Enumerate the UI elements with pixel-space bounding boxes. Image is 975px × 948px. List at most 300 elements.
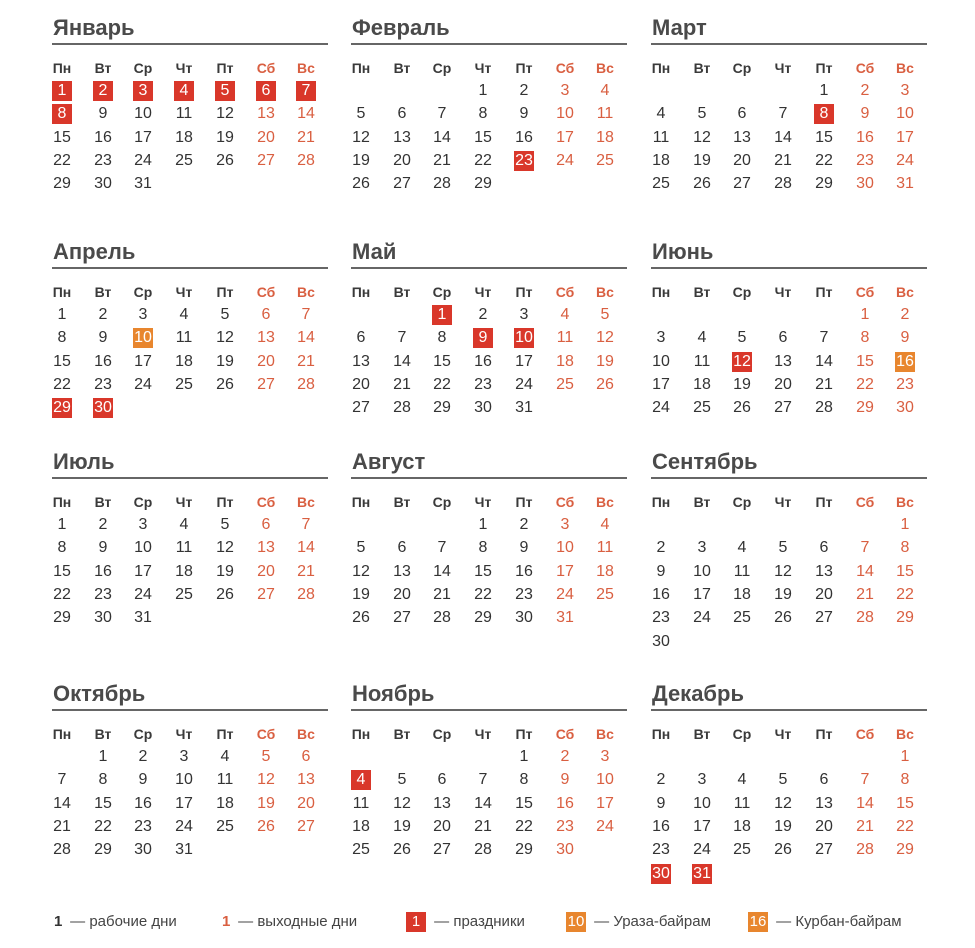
weekend-day-cell: 28 bbox=[297, 375, 315, 393]
day-cell: 23 bbox=[94, 375, 112, 393]
weekday-header bbox=[52, 724, 328, 744]
day-cell: 19 bbox=[352, 585, 370, 603]
weekday-header bbox=[651, 724, 927, 744]
holiday-day-cell: 29 bbox=[53, 399, 71, 417]
weekend-day-cell: 30 bbox=[556, 841, 574, 859]
weekend-day-cell: 4 bbox=[600, 82, 610, 99]
weekday-label: Чт bbox=[474, 284, 492, 300]
legend-uraza-label: — Ураза-байрам bbox=[594, 913, 711, 930]
weekday-label: Сб bbox=[855, 494, 875, 510]
day-cell: 27 bbox=[393, 175, 411, 193]
weekday-header bbox=[52, 282, 328, 302]
day-cell: 4 bbox=[220, 748, 230, 765]
day-cell: 28 bbox=[774, 175, 792, 193]
month-divider bbox=[651, 709, 927, 711]
day-cell: 10 bbox=[693, 562, 711, 580]
weekday-label: Сб bbox=[855, 60, 875, 76]
day-cell: 9 bbox=[138, 771, 148, 789]
holiday-day-cell: 6 bbox=[256, 81, 276, 101]
day-cell: 17 bbox=[693, 585, 711, 603]
day-cell: 25 bbox=[652, 175, 670, 193]
day-cell: 17 bbox=[134, 352, 152, 370]
weekday-header bbox=[52, 58, 328, 78]
weekend-day-cell: 18 bbox=[556, 352, 574, 370]
legend-weekend bbox=[222, 910, 357, 934]
holiday-day-cell: 10 bbox=[515, 329, 533, 347]
day-cell: 31 bbox=[134, 175, 152, 193]
day-cell: 1 bbox=[519, 748, 529, 765]
day-cell: 18 bbox=[175, 562, 193, 580]
weekday-label: Чт bbox=[175, 726, 193, 742]
weekend-day-cell: 14 bbox=[856, 794, 874, 812]
month-divider bbox=[52, 477, 328, 479]
weekday-label: Сб bbox=[555, 284, 575, 300]
day-cell: 18 bbox=[175, 352, 193, 370]
weekend-day-cell: 21 bbox=[297, 128, 315, 146]
day-cell: 26 bbox=[352, 609, 370, 627]
day-cell: 5 bbox=[737, 329, 747, 347]
day-cell: 19 bbox=[693, 151, 711, 169]
weekday-label: Сб bbox=[256, 494, 276, 510]
day-cell: 17 bbox=[134, 128, 152, 146]
day-cell: 5 bbox=[356, 105, 366, 123]
weekday-header bbox=[52, 492, 328, 512]
month-block bbox=[52, 448, 328, 627]
month-divider bbox=[351, 43, 627, 45]
weekend-day-cell: 8 bbox=[860, 329, 870, 347]
weekday-label: Пн bbox=[52, 284, 72, 300]
weekday-label: Пт bbox=[815, 726, 833, 742]
weekend-day-cell: 31 bbox=[556, 609, 574, 627]
weekend-day-cell: 15 bbox=[896, 794, 914, 812]
day-cell: 29 bbox=[53, 609, 71, 627]
day-cell: 1 bbox=[98, 748, 108, 765]
day-cell: 17 bbox=[515, 352, 533, 370]
day-cell: 22 bbox=[515, 817, 533, 835]
day-cell: 26 bbox=[733, 399, 751, 417]
weekend-day-cell: 3 bbox=[600, 748, 610, 765]
day-cell: 18 bbox=[733, 585, 751, 603]
day-cell: 25 bbox=[175, 375, 193, 393]
day-cell: 15 bbox=[474, 128, 492, 146]
weekend-day-cell: 16 bbox=[556, 794, 574, 812]
day-cell: 11 bbox=[216, 771, 234, 789]
weekday-label: Пн bbox=[52, 726, 72, 742]
day-cell: 6 bbox=[397, 539, 407, 557]
weekday-label: Чт bbox=[774, 60, 792, 76]
day-cell: 9 bbox=[519, 539, 529, 557]
weekend-day-cell: 24 bbox=[556, 151, 574, 169]
weekday-label: Ср bbox=[432, 284, 452, 300]
day-cell: 30 bbox=[652, 632, 670, 650]
day-cell: 18 bbox=[733, 817, 751, 835]
day-cell: 10 bbox=[175, 771, 193, 789]
day-cell: 26 bbox=[216, 375, 234, 393]
day-cell: 28 bbox=[474, 841, 492, 859]
weekday-label: Вс bbox=[896, 726, 914, 742]
day-cell: 28 bbox=[53, 841, 71, 859]
weekend-day-cell: 2 bbox=[560, 748, 570, 765]
day-cell: 15 bbox=[53, 352, 71, 370]
weekend-day-cell: 14 bbox=[297, 329, 315, 347]
weekday-label: Ср bbox=[133, 494, 153, 510]
weekday-label: Сб bbox=[855, 284, 875, 300]
weekday-label: Пн bbox=[651, 60, 671, 76]
day-cell: 1 bbox=[478, 82, 488, 99]
day-cell: 5 bbox=[697, 105, 707, 123]
weekend-day-cell: 24 bbox=[556, 585, 574, 603]
weekend-day-cell: 21 bbox=[297, 352, 315, 370]
weekday-label: Вт bbox=[693, 726, 711, 742]
day-cell: 8 bbox=[478, 105, 488, 123]
day-cell: 15 bbox=[433, 352, 451, 370]
day-cell: 7 bbox=[397, 329, 407, 347]
weekend-day-cell: 17 bbox=[896, 128, 914, 146]
legend-workdays bbox=[54, 910, 177, 934]
holiday-day-cell: 8 bbox=[814, 104, 834, 124]
day-cell: 24 bbox=[175, 817, 193, 835]
weekday-label: Вт bbox=[393, 284, 411, 300]
weekend-day-cell: 12 bbox=[257, 771, 275, 789]
day-cell: 23 bbox=[134, 817, 152, 835]
kurban-bayram-day-cell: 16 bbox=[896, 352, 914, 370]
weekday-header bbox=[351, 492, 627, 512]
weekend-day-cell: 19 bbox=[257, 794, 275, 812]
day-cell: 3 bbox=[179, 748, 189, 765]
weekday-label: Вт bbox=[94, 284, 112, 300]
month-divider bbox=[651, 267, 927, 269]
weekday-label: Вт bbox=[693, 494, 711, 510]
day-cell: 12 bbox=[693, 128, 711, 146]
day-cell: 18 bbox=[175, 128, 193, 146]
weekday-label: Чт bbox=[175, 60, 193, 76]
weekday-label: Сб bbox=[555, 494, 575, 510]
day-cell: 7 bbox=[57, 771, 67, 789]
day-cell: 23 bbox=[474, 375, 492, 393]
day-cell: 4 bbox=[179, 516, 189, 533]
day-cell: 10 bbox=[134, 105, 152, 123]
day-cell: 19 bbox=[216, 352, 234, 370]
holiday-day-cell: 9 bbox=[473, 328, 493, 348]
day-cell: 2 bbox=[656, 771, 666, 789]
day-cell: 27 bbox=[815, 841, 833, 859]
weekend-day-cell: 2 bbox=[860, 82, 870, 99]
weekday-label: Вт bbox=[393, 726, 411, 742]
day-cell: 11 bbox=[652, 128, 670, 146]
day-cell: 11 bbox=[175, 105, 193, 123]
month-title: Декабрь bbox=[652, 681, 744, 706]
day-cell: 22 bbox=[53, 151, 71, 169]
weekend-day-cell: 10 bbox=[556, 539, 574, 557]
weekend-day-cell: 28 bbox=[856, 609, 874, 627]
weekday-header bbox=[351, 282, 627, 302]
holiday-day-cell: 30 bbox=[652, 864, 670, 882]
day-cell: 11 bbox=[733, 562, 751, 580]
weekend-day-cell: 27 bbox=[257, 375, 275, 393]
weekend-day-cell: 26 bbox=[257, 817, 275, 835]
day-cell: 3 bbox=[138, 306, 148, 323]
holiday-day-cell: 1 bbox=[52, 81, 72, 101]
weekend-day-cell: 17 bbox=[556, 128, 574, 146]
weekday-label: Пн bbox=[351, 494, 371, 510]
day-cell: 1 bbox=[819, 82, 829, 99]
day-cell: 21 bbox=[433, 151, 451, 169]
day-cell: 4 bbox=[179, 306, 189, 323]
month-title: Февраль bbox=[352, 15, 450, 40]
day-cell: 27 bbox=[774, 399, 792, 417]
weekend-day-cell: 8 bbox=[900, 771, 910, 789]
legend-holiday-label: — праздники bbox=[434, 913, 525, 930]
legend-uraza bbox=[566, 910, 711, 934]
weekday-label: Вс bbox=[596, 726, 614, 742]
month-divider bbox=[351, 267, 627, 269]
weekday-label: Пт bbox=[515, 60, 533, 76]
day-cell: 4 bbox=[737, 539, 747, 557]
weekday-label: Пн bbox=[651, 726, 671, 742]
holiday-day-cell: 23 bbox=[515, 151, 533, 169]
weekend-day-cell: 29 bbox=[896, 609, 914, 627]
day-cell: 24 bbox=[652, 399, 670, 417]
day-cell: 3 bbox=[697, 771, 707, 789]
day-cell: 16 bbox=[515, 562, 533, 580]
holiday-day-cell: 7 bbox=[296, 81, 316, 101]
day-cell: 5 bbox=[220, 306, 230, 323]
month-divider bbox=[651, 477, 927, 479]
day-cell: 12 bbox=[352, 562, 370, 580]
day-cell: 2 bbox=[478, 306, 488, 323]
weekend-day-cell: 11 bbox=[596, 105, 614, 123]
legend-kurban-swatch: 16 bbox=[749, 913, 767, 931]
weekday-label: Вс bbox=[896, 494, 914, 510]
month-block bbox=[351, 14, 627, 193]
month-divider bbox=[52, 709, 328, 711]
day-cell: 12 bbox=[216, 539, 234, 557]
day-cell: 21 bbox=[774, 151, 792, 169]
day-cell: 13 bbox=[733, 128, 751, 146]
holiday-day-cell: 4 bbox=[174, 81, 194, 101]
weekend-day-cell: 15 bbox=[896, 562, 914, 580]
day-cell: 17 bbox=[652, 375, 670, 393]
month-block bbox=[52, 14, 328, 193]
day-cell: 16 bbox=[652, 817, 670, 835]
day-cell: 19 bbox=[216, 128, 234, 146]
day-cell: 2 bbox=[98, 306, 108, 323]
day-cell: 20 bbox=[815, 585, 833, 603]
weekday-label: Пт bbox=[216, 494, 234, 510]
legend-workdays-label: — рабочие дни bbox=[70, 913, 177, 930]
weekend-day-cell: 1 bbox=[860, 306, 870, 323]
weekday-label: Ср bbox=[732, 284, 752, 300]
weekday-label: Ср bbox=[432, 60, 452, 76]
weekend-day-cell: 6 bbox=[261, 306, 271, 323]
day-cell: 26 bbox=[216, 151, 234, 169]
day-cell: 29 bbox=[474, 175, 492, 193]
day-cell: 19 bbox=[733, 375, 751, 393]
weekend-day-cell: 14 bbox=[297, 539, 315, 557]
day-cell: 6 bbox=[437, 771, 447, 789]
day-cell: 15 bbox=[515, 794, 533, 812]
weekend-day-cell: 25 bbox=[556, 375, 574, 393]
day-cell: 8 bbox=[478, 539, 488, 557]
weekday-label: Вс bbox=[596, 284, 614, 300]
day-cell: 5 bbox=[356, 539, 366, 557]
month-title: Апрель bbox=[53, 239, 136, 264]
weekend-day-cell: 22 bbox=[896, 817, 914, 835]
month-block bbox=[651, 238, 927, 417]
weekend-day-cell: 9 bbox=[900, 329, 910, 347]
month-divider bbox=[52, 267, 328, 269]
day-cell: 19 bbox=[393, 817, 411, 835]
day-cell: 12 bbox=[774, 562, 792, 580]
holiday-day-cell: 5 bbox=[215, 81, 235, 101]
legend-uraza-swatch: 10 bbox=[567, 913, 585, 931]
weekend-day-cell: 3 bbox=[560, 516, 570, 533]
weekday-header bbox=[651, 58, 927, 78]
day-cell: 13 bbox=[352, 352, 370, 370]
day-cell: 22 bbox=[53, 585, 71, 603]
weekday-header bbox=[651, 282, 927, 302]
day-cell: 10 bbox=[652, 352, 670, 370]
day-cell: 24 bbox=[693, 609, 711, 627]
legend-kurban bbox=[748, 910, 902, 934]
day-cell: 5 bbox=[778, 539, 788, 557]
day-cell: 5 bbox=[397, 771, 407, 789]
day-cell: 28 bbox=[433, 609, 451, 627]
weekend-day-cell: 30 bbox=[896, 399, 914, 417]
weekend-day-cell: 27 bbox=[257, 151, 275, 169]
day-cell: 19 bbox=[352, 151, 370, 169]
day-cell: 5 bbox=[220, 516, 230, 533]
legend-kurban-label: — Курбан-байрам bbox=[776, 913, 902, 930]
day-cell: 19 bbox=[774, 817, 792, 835]
weekday-label: Пн bbox=[351, 284, 371, 300]
month-block bbox=[351, 680, 627, 859]
day-cell: 30 bbox=[94, 175, 112, 193]
weekday-label: Сб bbox=[555, 60, 575, 76]
weekend-day-cell: 28 bbox=[297, 585, 315, 603]
day-cell: 3 bbox=[519, 306, 529, 323]
legend bbox=[54, 910, 954, 934]
weekend-day-cell: 20 bbox=[257, 128, 275, 146]
day-cell: 21 bbox=[815, 375, 833, 393]
weekday-label: Пн bbox=[351, 60, 371, 76]
month-divider bbox=[351, 477, 627, 479]
day-cell: 8 bbox=[57, 329, 67, 347]
day-cell: 9 bbox=[656, 794, 666, 812]
day-cell: 27 bbox=[352, 399, 370, 417]
day-cell: 11 bbox=[693, 352, 711, 370]
month-title: Август bbox=[352, 449, 426, 474]
weekday-label: Ср bbox=[732, 60, 752, 76]
day-cell: 13 bbox=[815, 794, 833, 812]
weekend-day-cell: 20 bbox=[257, 352, 275, 370]
weekday-label: Вс bbox=[596, 494, 614, 510]
day-cell: 15 bbox=[53, 562, 71, 580]
day-cell: 24 bbox=[134, 585, 152, 603]
weekend-day-cell: 24 bbox=[896, 151, 914, 169]
weekend-day-cell: 17 bbox=[596, 794, 614, 812]
weekend-day-cell: 21 bbox=[856, 817, 874, 835]
day-cell: 22 bbox=[474, 585, 492, 603]
weekday-header bbox=[651, 492, 927, 512]
weekday-label: Чт bbox=[175, 494, 193, 510]
weekend-day-cell: 5 bbox=[261, 748, 271, 765]
day-cell: 23 bbox=[515, 585, 533, 603]
day-cell: 3 bbox=[697, 539, 707, 557]
holiday-day-cell: 8 bbox=[52, 104, 72, 124]
weekend-day-cell: 10 bbox=[596, 771, 614, 789]
month-title: Сентябрь bbox=[652, 449, 758, 474]
day-cell: 14 bbox=[815, 352, 833, 370]
weekend-day-cell: 23 bbox=[896, 375, 914, 393]
weekday-label: Пн bbox=[651, 284, 671, 300]
day-cell: 16 bbox=[94, 562, 112, 580]
day-cell: 18 bbox=[652, 151, 670, 169]
day-cell: 28 bbox=[393, 399, 411, 417]
weekday-label: Вс bbox=[297, 494, 315, 510]
weekday-label: Ср bbox=[133, 284, 153, 300]
day-cell: 23 bbox=[94, 151, 112, 169]
month-title: Март bbox=[652, 15, 707, 40]
day-cell: 28 bbox=[433, 175, 451, 193]
weekday-label: Вс bbox=[896, 60, 914, 76]
weekend-day-cell: 23 bbox=[856, 151, 874, 169]
day-cell: 22 bbox=[53, 375, 71, 393]
day-cell: 4 bbox=[737, 771, 747, 789]
day-cell: 2 bbox=[519, 516, 529, 533]
day-cell: 7 bbox=[478, 771, 488, 789]
day-cell: 19 bbox=[774, 585, 792, 603]
day-cell: 1 bbox=[57, 306, 67, 323]
day-cell: 31 bbox=[515, 399, 533, 417]
day-cell: 29 bbox=[815, 175, 833, 193]
day-cell: 14 bbox=[53, 794, 71, 812]
day-cell: 10 bbox=[693, 794, 711, 812]
weekday-label: Сб bbox=[855, 726, 875, 742]
holiday-day-cell: 12 bbox=[733, 352, 751, 370]
weekend-day-cell: 28 bbox=[856, 841, 874, 859]
day-cell: 7 bbox=[819, 329, 829, 347]
weekend-day-cell: 29 bbox=[856, 399, 874, 417]
day-cell: 8 bbox=[519, 771, 529, 789]
day-cell: 13 bbox=[433, 794, 451, 812]
weekend-day-cell: 26 bbox=[596, 375, 614, 393]
weekend-day-cell: 12 bbox=[596, 329, 614, 347]
weekday-label: Чт bbox=[474, 60, 492, 76]
day-cell: 11 bbox=[733, 794, 751, 812]
day-cell: 25 bbox=[352, 841, 370, 859]
weekday-label: Пт bbox=[815, 60, 833, 76]
month-divider bbox=[651, 43, 927, 45]
weekday-label: Сб bbox=[256, 726, 276, 742]
day-cell: 12 bbox=[216, 329, 234, 347]
day-cell: 8 bbox=[57, 539, 67, 557]
day-cell: 30 bbox=[94, 609, 112, 627]
weekend-day-cell: 9 bbox=[860, 105, 870, 123]
day-cell: 24 bbox=[134, 375, 152, 393]
day-cell: 12 bbox=[393, 794, 411, 812]
weekend-day-cell: 21 bbox=[856, 585, 874, 603]
weekday-label: Чт bbox=[175, 284, 193, 300]
day-cell: 13 bbox=[393, 128, 411, 146]
weekday-label: Ср bbox=[133, 60, 153, 76]
weekend-day-cell: 13 bbox=[257, 539, 275, 557]
day-cell: 24 bbox=[515, 375, 533, 393]
day-cell: 21 bbox=[474, 817, 492, 835]
day-cell: 12 bbox=[216, 105, 234, 123]
weekday-label: Вт bbox=[393, 494, 411, 510]
day-cell: 9 bbox=[656, 562, 666, 580]
